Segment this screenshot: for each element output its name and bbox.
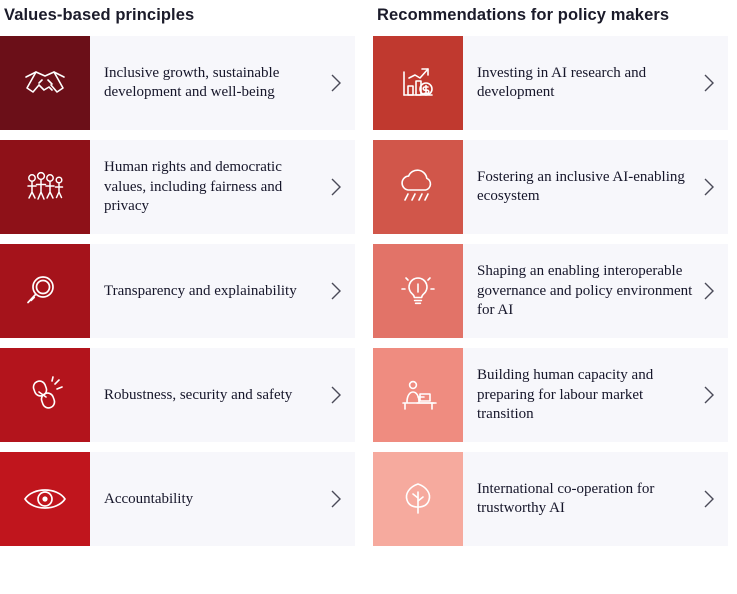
chevron-right-icon[interactable]: [327, 385, 345, 405]
card-list: [373, 36, 728, 546]
card-label: Transparency and explainability: [104, 282, 297, 299]
lightbulb-idea-icon: [395, 271, 441, 311]
card-label: International co-operation for trustworthy AI: [477, 480, 655, 517]
chevron-right-icon[interactable]: [327, 177, 345, 197]
card-international-cooperation[interactable]: [373, 452, 728, 546]
magnifying-glass-icon: [22, 271, 68, 311]
tree-icon: [395, 479, 441, 519]
card-body: [90, 36, 355, 130]
icon-container: [0, 244, 90, 338]
column-recommendations: [373, 0, 728, 594]
card-label: Robustness, security and safety: [104, 386, 293, 403]
card-human-capacity[interactable]: [373, 348, 728, 442]
chevron-right-icon[interactable]: [700, 489, 718, 509]
people-group-icon: [22, 167, 68, 207]
column-title: Values-based principles: [4, 6, 195, 24]
chevron-right-icon[interactable]: [327, 73, 345, 93]
card-inclusive-growth[interactable]: [0, 36, 355, 130]
card-enabling-governance[interactable]: [373, 244, 728, 338]
eye-icon: [20, 479, 70, 519]
card-list: [0, 36, 355, 546]
icon-container: [0, 140, 90, 234]
chevron-right-icon[interactable]: [700, 385, 718, 405]
card-body: [463, 452, 728, 546]
icon-container: [373, 348, 463, 442]
chevron-right-icon[interactable]: [327, 489, 345, 509]
card-accountability[interactable]: [0, 452, 355, 546]
icon-container: [373, 244, 463, 338]
chevron-right-icon[interactable]: [700, 177, 718, 197]
column-values-based-principles: [0, 0, 355, 594]
cloud-rain-icon: [394, 167, 442, 207]
bar-chart-growth-icon: [395, 63, 441, 103]
card-body: [463, 140, 728, 234]
card-label: Inclusive growth, sustainable development and well-being: [104, 64, 280, 101]
card-label: Investing in AI research and development: [477, 64, 647, 101]
icon-container: [373, 36, 463, 130]
card-label: Human rights and democratic values, including fairness and privacy: [104, 159, 283, 214]
card-inclusive-ecosystem[interactable]: [373, 140, 728, 234]
card-robustness[interactable]: [0, 348, 355, 442]
person-desk-laptop-icon: [394, 375, 442, 415]
icon-container: [0, 348, 90, 442]
card-human-rights[interactable]: [0, 140, 355, 234]
card-body: [90, 452, 355, 546]
card-body: [90, 140, 355, 234]
icon-container: [373, 452, 463, 546]
chevron-right-icon[interactable]: [700, 281, 718, 301]
card-label: Accountability: [104, 490, 194, 507]
card-transparency[interactable]: [0, 244, 355, 338]
handshake-icon: [22, 63, 68, 103]
card-label: Fostering an inclusive AI-enabling ecosystem: [477, 168, 685, 205]
icon-container: [0, 36, 90, 130]
column-title: Recommendations for policy makers: [377, 6, 670, 24]
chevron-right-icon[interactable]: [327, 281, 345, 301]
icon-container: [373, 140, 463, 234]
card-body: [90, 244, 355, 338]
chain-link-icon: [22, 375, 68, 415]
chevron-right-icon[interactable]: [700, 73, 718, 93]
card-label: Shaping an enabling interoperable governance and policy environment for AI: [477, 263, 693, 318]
card-body: [463, 348, 728, 442]
card-investing-ai-research[interactable]: [373, 36, 728, 130]
card-body: [90, 348, 355, 442]
card-body: [463, 36, 728, 130]
card-label: Building human capacity and preparing for labour market transition: [477, 367, 654, 422]
card-body: [463, 244, 728, 338]
icon-container: [0, 452, 90, 546]
